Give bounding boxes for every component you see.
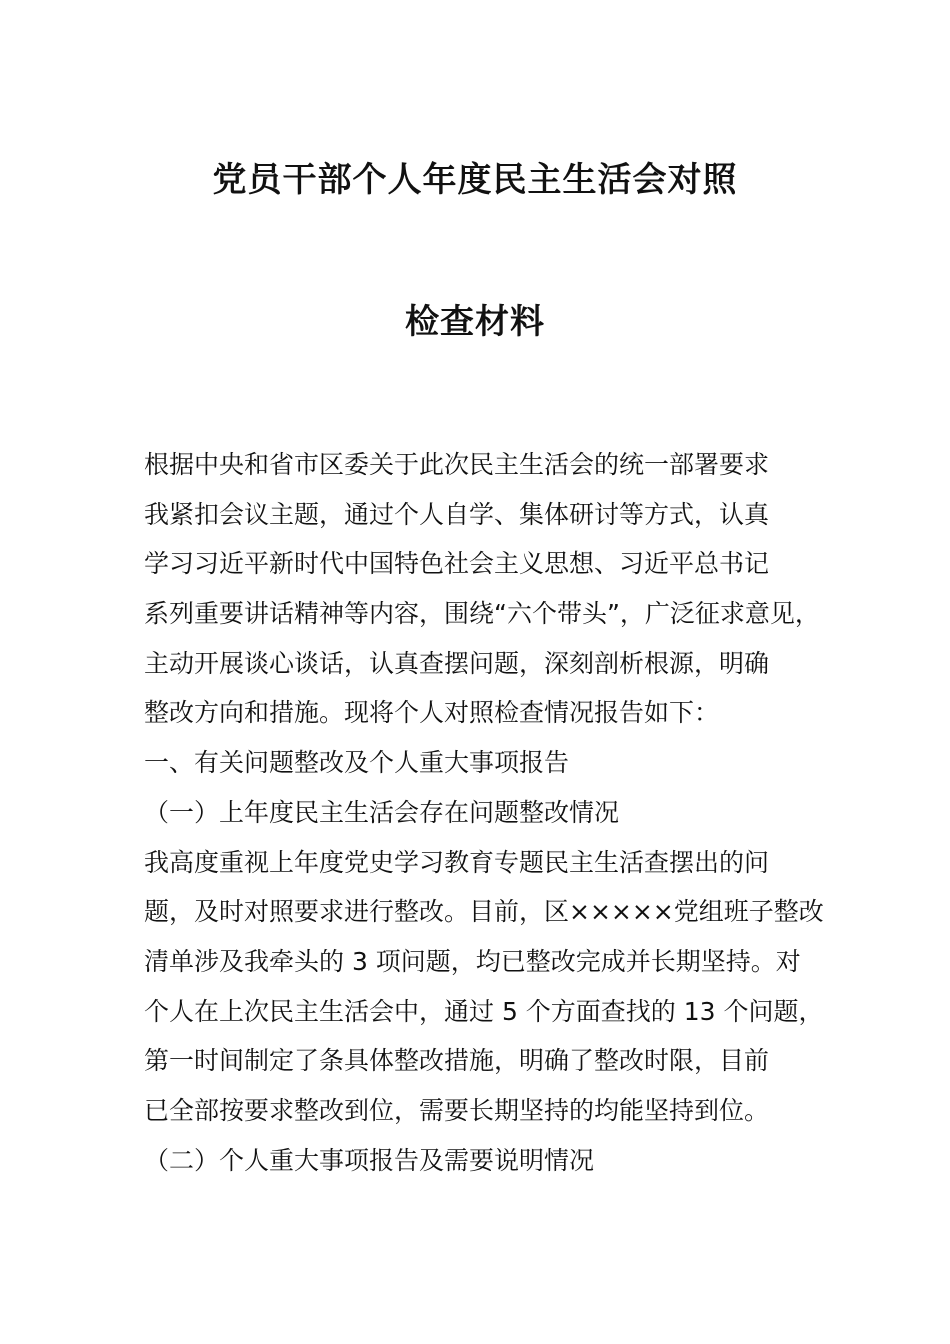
body-line: 第一时间制定了条具体整改措施，明确了整改时限，目前 bbox=[144, 1046, 770, 1076]
body-line: 我紧扣会议主题，通过个人自学、集体研讨等方式，认真 bbox=[144, 499, 770, 529]
body-line: 系列重要讲话精神等内容，围绕“六个带头”，广泛征求意见， bbox=[144, 599, 820, 629]
body-line: 个人在上次民主生活会中，通过 5 个方面查找的 13 个问题， bbox=[144, 996, 824, 1026]
document-title-line-1: 党员干部个人年度民主生活会对照 bbox=[212, 160, 738, 200]
body-line: 整改方向和措施。现将个人对照检查情况报告如下： bbox=[144, 698, 720, 728]
body-line: 清单涉及我牵头的 3 项问题，均已整改完成并长期坚持。对 bbox=[144, 946, 801, 976]
body-line: 题，及时对照要求进行整改。目前，区×××××党组班子整改 bbox=[144, 897, 824, 927]
document-body bbox=[144, 440, 844, 1185]
section-heading: 一、有关问题整改及个人重大事项报告 bbox=[144, 748, 570, 778]
subsection-heading: （一）上年度民主生活会存在问题整改情况 bbox=[144, 797, 620, 827]
document-title-line-2: 检查材料 bbox=[405, 302, 545, 342]
body-line: 根据中央和省市区委关于此次民主生活会的统一部署要求 bbox=[144, 450, 770, 479]
subsection-heading: （二）个人重大事项报告及需要说明情况 bbox=[144, 1145, 595, 1175]
body-line: 已全部按要求整改到位，需要长期坚持的均能坚持到位。 bbox=[144, 1095, 770, 1125]
body-line: 主动开展谈心谈话，认真查摆问题，深刻剖析根源，明确 bbox=[144, 648, 770, 678]
body-line: 学习习近平新时代中国特色社会主义思想、习近平总书记 bbox=[144, 549, 770, 579]
body-line: 我高度重视上年度党史学习教育专题民主生活查摆出的问 bbox=[144, 847, 770, 877]
